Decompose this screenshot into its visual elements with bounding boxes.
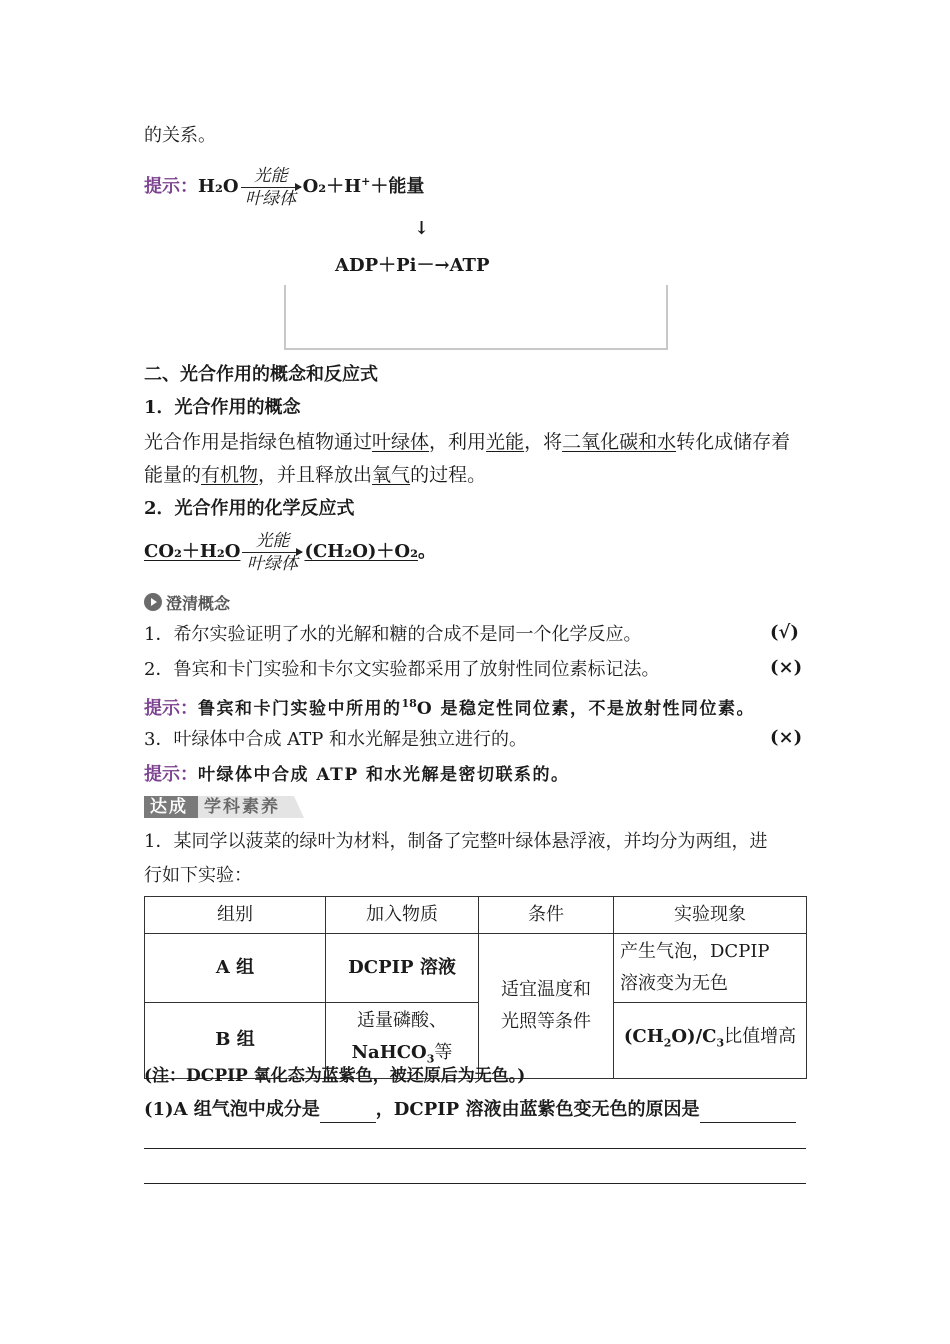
answer-line[interactable]: [144, 1148, 806, 1149]
atp-equation: ADP＋Pi－→ATP: [335, 255, 490, 276]
clarify-hint-1: [144, 691, 755, 722]
concept-line-2: [144, 462, 486, 488]
clarify-item-1: 1．希尔实验证明了水的光解和糖的合成不是同一个化学反应。: [144, 624, 642, 645]
table-cell-group-a: A 组: [145, 934, 326, 1003]
condition-line: 适宜温度和: [501, 978, 591, 1000]
achieve-badge: [144, 796, 304, 818]
substance-sub: 3: [426, 1052, 435, 1066]
clarify-header: [144, 592, 230, 612]
clarify-mark-1: (√): [770, 622, 799, 643]
clarify-hint-2: [144, 762, 570, 788]
concept-answer: 有机物: [201, 464, 259, 486]
q1-sub1-text: (1)A 组气泡中成分是: [144, 1099, 320, 1120]
intro-tail-text: 的关系。: [144, 125, 216, 146]
concept-answer: 叶绿体: [372, 431, 430, 453]
result-line: 产生气泡，DCPIP: [620, 941, 770, 962]
eq1-product: O₂＋H: [302, 176, 362, 197]
clarify-mark-3: (×): [770, 727, 803, 748]
eq1-product-rest: ＋能量: [370, 176, 425, 197]
concept-text: 的过程。: [410, 464, 487, 486]
result-text: (CH: [623, 1026, 664, 1047]
concept-text: 能量的: [144, 464, 202, 486]
table-header: 实验现象: [614, 897, 807, 934]
result-text: 比值增高: [724, 1026, 797, 1047]
table-cell-condition: [479, 934, 614, 1079]
clarify-item-3: 3．叶绿体中合成 ATP 和水光解是独立进行的。: [144, 729, 528, 750]
hint-label: 提示：: [144, 764, 198, 785]
equation-2: [144, 530, 436, 574]
eq2-end: 。: [417, 541, 436, 562]
play-icon: [144, 593, 162, 611]
eq1-product-sup: +: [361, 175, 371, 188]
concept-text: 光合作用是指绿色植物通过: [144, 431, 373, 453]
table-row: [145, 934, 807, 1003]
clarify-mark-2: (×): [770, 657, 803, 678]
hint-text: O 是稳定性同位素，不是放射性同位素。: [416, 699, 756, 719]
eq1-cond-top: 光能: [253, 165, 288, 186]
hint-sup: 18: [401, 697, 417, 710]
concept-text: ，利用: [429, 431, 487, 453]
q1-line-1: 1．某同学以菠菜的绿叶为材料，制备了完整叶绿体悬浮液，并均分为两组，进: [144, 831, 768, 852]
eq1-condition-arrow: [241, 166, 301, 209]
concept-answer: 二氧化碳和水: [562, 431, 677, 453]
eq2-cond-bottom: 叶绿体: [246, 553, 298, 574]
hint-label: 提示：: [144, 176, 198, 197]
q1-line-2: 行如下实验：: [144, 865, 252, 886]
result-sub: 2: [663, 1036, 672, 1050]
diagram-bracket: [284, 285, 668, 350]
concept-answer: 氧气: [372, 464, 411, 486]
result-sub: 3: [716, 1036, 725, 1050]
clarify-item-2: 2．鲁宾和卡门实验和卡尔文实验都采用了放射性同位素标记法。: [144, 659, 660, 680]
badge-left: 达成: [150, 797, 188, 817]
table-header-row: [145, 897, 807, 934]
table-header: 条件: [479, 897, 614, 934]
substance-text: 等: [434, 1042, 453, 1063]
q1-sub1: [144, 1097, 796, 1123]
substance-line: 适量磷酸、: [357, 1010, 447, 1031]
table-note: (注：DCPIP 氧化态为蓝紫色，被还原后为无色。): [144, 1066, 526, 1086]
substance-text: NaHCO: [351, 1042, 427, 1063]
eq2-right: (CH₂O)＋O₂: [304, 541, 418, 562]
condition-line: 光照等条件: [501, 1010, 591, 1032]
table-header: 组别: [145, 897, 326, 934]
eq2-condition-arrow: [242, 531, 302, 574]
eq2-left: CO₂＋H₂O: [144, 541, 241, 562]
section2-title: 二、光合作用的概念和反应式: [144, 364, 378, 385]
concept-line-1: [144, 429, 790, 455]
answer-blank[interactable]: [320, 1102, 376, 1123]
section2-sub2: 2．光合作用的化学反应式: [144, 498, 355, 519]
clarify-label: 澄清概念: [166, 593, 231, 613]
concept-text: ，并且释放出: [258, 464, 373, 486]
hint-text: 叶绿体中合成 ATP 和水光解是密切联系的。: [198, 765, 570, 785]
result-line: 溶液变为无色: [620, 973, 728, 994]
q1-sub1-text: ，DCPIP 溶液由蓝紫色变无色的原因是: [375, 1099, 700, 1120]
table-header: 加入物质: [326, 897, 479, 934]
answer-blank[interactable]: [700, 1102, 796, 1123]
section2-sub1: 1．光合作用的概念: [144, 397, 301, 418]
table-cell-result-a: [614, 934, 807, 1003]
concept-answer: 光能: [486, 431, 525, 453]
answer-line[interactable]: [144, 1183, 806, 1184]
down-arrow: ↓: [414, 218, 430, 239]
table-cell-group-b: B 组: [145, 1003, 326, 1079]
eq1-cond-bottom: 叶绿体: [245, 188, 297, 209]
badge-right: 学科素养: [204, 797, 280, 817]
table-cell-result-b: [614, 1003, 807, 1079]
concept-text: 转化成储存着: [676, 431, 791, 453]
concept-text: ，将: [524, 431, 563, 453]
eq1-reactant: H₂O: [198, 176, 239, 197]
eq2-cond-top: 光能: [255, 530, 290, 551]
hint-text: 鲁宾和卡门实验中所用的: [198, 699, 402, 719]
hint-label: 提示：: [144, 698, 198, 719]
hint-equation-1: [144, 160, 424, 209]
result-text: O)/C: [671, 1026, 717, 1047]
table-cell-substance-a: DCPIP 溶液: [326, 934, 479, 1003]
experiment-table: [144, 896, 807, 1079]
